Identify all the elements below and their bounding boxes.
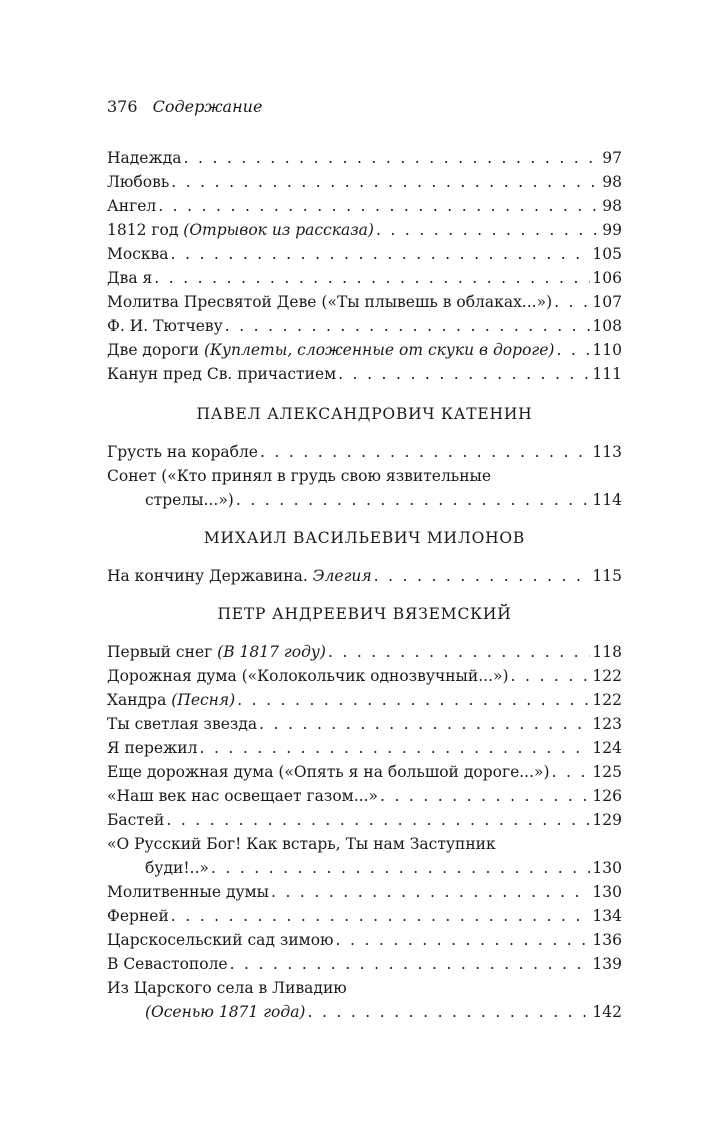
toc-entry[interactable] (107, 952, 622, 976)
entry-subtitle: (Отрывок из рассказа) (183, 221, 374, 239)
running-header (107, 97, 262, 117)
entry-title: стрелы...») (145, 491, 234, 509)
entry-page: 107 (592, 293, 622, 311)
leader-dots (171, 242, 591, 266)
leader-dots (511, 664, 591, 688)
entry-title: Бастей (107, 811, 165, 829)
entry-page: 106 (592, 269, 622, 287)
leader-dots (336, 928, 591, 952)
leader-dots (211, 856, 591, 880)
leader-dots (552, 760, 591, 784)
entry-title (107, 688, 235, 712)
toc-entry[interactable] (107, 242, 622, 266)
entry-title-main: Первый снег (107, 643, 218, 661)
entry-title: Молитва Пресвятой Деве («Ты плывешь в облаках...») (107, 293, 553, 311)
entry-page: 111 (592, 365, 622, 383)
entry-page: 114 (592, 491, 622, 509)
entry-title: Еще дорожная дума («Опять я на большой дороге...») (107, 763, 550, 781)
entry-page: 98 (602, 197, 622, 215)
entry-page: 142 (592, 1003, 622, 1021)
entry-page: 108 (592, 317, 622, 335)
entry-title: Ферней (107, 907, 169, 925)
entry-title: Любовь (107, 173, 170, 191)
entry-page: 118 (592, 643, 622, 661)
entry-first-line[interactable]: Сонет («Кто принял в грудь свою язвительные (107, 467, 492, 485)
toc-entry[interactable] (107, 564, 622, 588)
entry-title: буди!..» (145, 859, 209, 877)
leader-dots (260, 440, 590, 464)
entry-page: 105 (592, 245, 622, 263)
entry-title (107, 640, 326, 664)
leader-dots (556, 338, 590, 362)
toc-entry[interactable] (107, 664, 622, 688)
toc-entry[interactable] (107, 880, 622, 904)
leader-dots (237, 688, 590, 712)
entry-title: Царскосельский сад зимою (107, 931, 334, 949)
toc-entry[interactable] (107, 488, 622, 512)
toc-entry[interactable] (107, 760, 622, 784)
toc-entry[interactable] (107, 712, 622, 736)
toc-entry[interactable] (107, 290, 622, 314)
entry-page: 115 (592, 567, 622, 585)
toc-entry[interactable] (107, 338, 622, 362)
header-title: Содержание (152, 97, 263, 116)
toc-entry[interactable] (107, 1000, 622, 1024)
toc-entry[interactable] (107, 314, 622, 338)
entry-page: 136 (592, 931, 622, 949)
leader-dots (380, 784, 590, 808)
table-of-contents (107, 146, 622, 1024)
leader-dots (184, 146, 601, 170)
leader-dots (271, 880, 590, 904)
section-heading-milonov: МИХАИЛ ВАСИЛЬЕВИЧ МИЛОНОВ (203, 529, 526, 547)
leader-dots (171, 170, 600, 194)
toc-entry[interactable] (107, 194, 622, 218)
leader-dots (236, 488, 591, 512)
entry-page: 125 (592, 763, 622, 781)
entry-page: 134 (592, 907, 622, 925)
entry-page: 97 (602, 149, 622, 167)
entry-page: 123 (592, 715, 622, 733)
entry-title: В Севастополе (107, 955, 228, 973)
entry-page: 130 (592, 883, 622, 901)
leader-dots (328, 640, 590, 664)
entry-page: 99 (602, 221, 622, 239)
leader-dots (376, 218, 600, 242)
entry-page: 139 (592, 955, 622, 973)
toc-entry[interactable] (107, 440, 622, 464)
leader-dots (154, 266, 590, 290)
leader-dots (199, 736, 590, 760)
leader-dots (230, 952, 591, 976)
entry-title: Ты светлая звезда (107, 715, 258, 733)
leader-dots (158, 194, 600, 218)
section-heading-katenin: ПАВЕЛ АЛЕКСАНДРОВИЧ КАТЕНИН (196, 405, 533, 423)
entry-page: 113 (592, 443, 622, 461)
entry-title: «Наш век нас освещает газом...» (107, 787, 378, 805)
toc-entry[interactable] (107, 808, 622, 832)
entry-title (107, 564, 372, 588)
entry-page: 126 (592, 787, 622, 805)
entry-subtitle: (В 1817 году) (217, 643, 326, 661)
toc-entry[interactable] (107, 170, 622, 194)
page-number: 376 (107, 97, 138, 116)
toc-entry[interactable] (107, 784, 622, 808)
entry-title: Два я (107, 269, 153, 287)
entry-title-main: Две дороги (107, 341, 204, 359)
entry-subtitle: (Осенью 1871 года) (145, 1003, 306, 1021)
entry-page: 130 (592, 859, 622, 877)
leader-dots (307, 1000, 590, 1024)
leader-dots (166, 808, 590, 832)
toc-entry[interactable] (107, 218, 622, 242)
entry-title (107, 218, 374, 242)
entry-title-main: На кончину Державина. (107, 567, 313, 585)
toc-entry[interactable] (107, 640, 622, 664)
entry-first-line[interactable]: Из Царского села в Ливадию (107, 979, 347, 997)
entry-title: Молитвенные думы (107, 883, 270, 901)
toc-entry[interactable] (107, 146, 622, 170)
leader-dots (171, 904, 591, 928)
section-heading-vyazemsky: ПЕТР АНДРЕЕВИЧ ВЯЗЕМСКИЙ (217, 605, 512, 623)
entry-subtitle: Элегия (312, 567, 372, 585)
leader-dots (374, 564, 591, 588)
entry-title: Надежда (107, 149, 182, 167)
toc-entry[interactable] (107, 362, 622, 386)
entry-first-line[interactable]: «О Русский Бог! Как встарь, Ты нам Заступник (107, 835, 496, 853)
entry-title: Грусть на корабле (107, 443, 258, 461)
entry-title: Я пережил (107, 739, 198, 757)
entry-title: Канун пред Св. причастием (107, 365, 337, 383)
entry-title (107, 1000, 305, 1024)
leader-dots (259, 712, 590, 736)
entry-title-main: 1812 год (107, 221, 184, 239)
toc-entry[interactable] (107, 928, 622, 952)
toc-entry[interactable] (107, 856, 622, 880)
entry-page: 122 (592, 667, 622, 685)
toc-entry[interactable] (107, 904, 622, 928)
entry-page: 124 (592, 739, 622, 757)
toc-entry[interactable] (107, 266, 622, 290)
entry-title: Ф. И. Тютчеву (107, 317, 223, 335)
entry-title-main: Хандра (107, 691, 172, 709)
entry-page: 122 (592, 691, 622, 709)
entry-title: Москва (107, 245, 169, 263)
entry-page: 98 (602, 173, 622, 191)
toc-entry[interactable] (107, 688, 622, 712)
toc-entry[interactable] (107, 736, 622, 760)
leader-dots (338, 362, 590, 386)
entry-page: 110 (592, 341, 622, 359)
leader-dots (225, 314, 591, 338)
entry-title: Дорожная дума («Колокольчик однозвучный...») (107, 667, 509, 685)
entry-subtitle: (Песня) (171, 691, 236, 709)
entry-subtitle: (Куплеты, сложенные от скуки в дороге) (203, 341, 555, 359)
leader-dots (554, 290, 590, 314)
entry-page: 129 (592, 811, 622, 829)
entry-title: Ангел (107, 197, 157, 215)
entry-title (107, 338, 554, 362)
